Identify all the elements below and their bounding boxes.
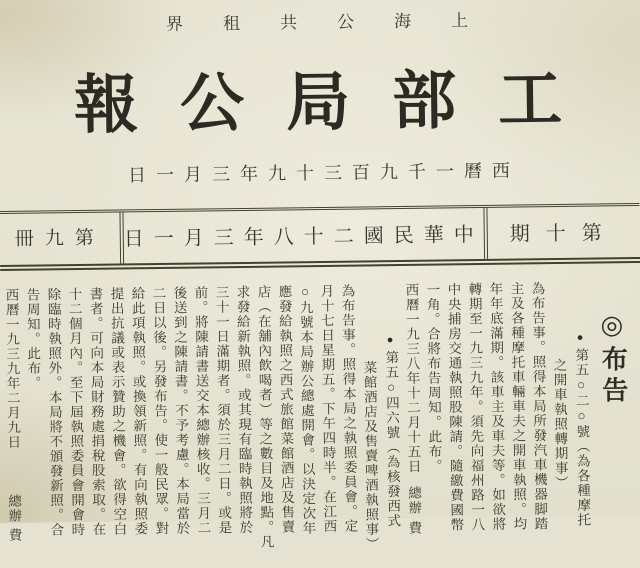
signature-name: 費 — [6, 527, 22, 543]
text-column: 年年底滿期。該車主及車夫等。如欲將 — [487, 281, 506, 532]
text-column: 後送到之陳請書。不予考慮。本局當於 — [171, 285, 190, 536]
western-date-line: 西曆一千九百三十九年三月一日 — [127, 160, 521, 186]
gazette-title: 工部局公報 — [73, 63, 605, 142]
text-column: 除臨時執照外。本局將不頒發新照。合 — [45, 287, 64, 538]
bullet-icon: ● — [384, 334, 397, 348]
text-column: 轉期至一九三九年。須先向福州路一八 — [466, 281, 485, 533]
text-column: 應發給執照之西式旅館菜館酒店及售賣 — [276, 284, 295, 535]
text-column: ○九號本局辦公總處開會。以決定次年 — [297, 284, 316, 536]
signature-title: 總辦 — [5, 493, 22, 524]
text-column: 為布告事。照得本局所發汽車機器脚踏 — [529, 281, 548, 532]
announcement-2-date-column — [0, 288, 25, 568]
section-title: 布告 — [598, 345, 628, 408]
text-column: 二日以後。另發布告。使一般民眾。對 — [150, 285, 169, 537]
announcement-2-title-column-2: 菜館酒店及售賣啤酒執照事） — [361, 360, 379, 552]
announcement-2-date: 西曆一九三九年二月九日 — [3, 287, 21, 450]
signature-title: 總辦 — [405, 485, 422, 516]
announcement-1-number: 第五○二○號（為各種摩托 — [573, 347, 591, 528]
announcement-1-title-column — [568, 281, 594, 561]
announcement-1-title-column-2: 之開車執照轉期事） — [551, 357, 568, 491]
section-marker-icon: ◎ — [597, 310, 628, 346]
text-column: 中央捕房交通執照股陳請。隨繳費國幣 — [445, 282, 464, 533]
text-column: 一角。合將布告周知。此布。 — [424, 282, 442, 474]
announcement-2-number: 第五○四六號（為核發西式 — [383, 350, 401, 529]
text-column: 十二個月內。至下屆執照委員會開會時 — [66, 287, 85, 538]
text-column: 為布告事。照得本局之執照委員會。定 — [339, 283, 358, 534]
volume-cell: 第九冊 — [14, 227, 105, 250]
text-column: 提出抗議或表示贊助之機會。欲得空白 — [108, 286, 127, 537]
text-column: 給此項執照。或換領新照。有向執照委 — [129, 286, 148, 537]
text-column: 店（在舖內飲喝者）等之數目及地點。凡 — [255, 284, 274, 550]
section-header — [594, 280, 632, 560]
text-column: 三十一日滿期者。須於三月二日。或是 — [213, 285, 232, 536]
issue-band — [0, 203, 640, 271]
roc-date-cell: 中華民國二十八年三月一日 — [119, 208, 488, 264]
text-column: 前。將陳請書送交本總辦核收。三月二 — [192, 285, 211, 536]
text-column: 告周知。此布。 — [24, 287, 41, 391]
text-column: 求發給新執照。或其現有臨時執照將於 — [234, 284, 253, 535]
bullet-icon: ● — [574, 331, 587, 346]
body-columns — [0, 280, 635, 568]
announcement-1-date: 西曆一九三八年十二月十五日 — [403, 282, 421, 475]
signature-name: 費 — [406, 520, 422, 536]
settlement-line: 上海公共租界 — [165, 10, 509, 34]
text-column: 書者。可向本局財務處捐稅股索取。在 — [87, 286, 106, 537]
text-column: 主及各種摩托車輛車夫之開車執照。均 — [508, 281, 527, 532]
text-column: 月十七日星期五。下午四時半。在江西 — [318, 283, 337, 534]
issue-cell: 第十期 — [509, 222, 618, 246]
announcement-1-date-column — [400, 283, 425, 563]
